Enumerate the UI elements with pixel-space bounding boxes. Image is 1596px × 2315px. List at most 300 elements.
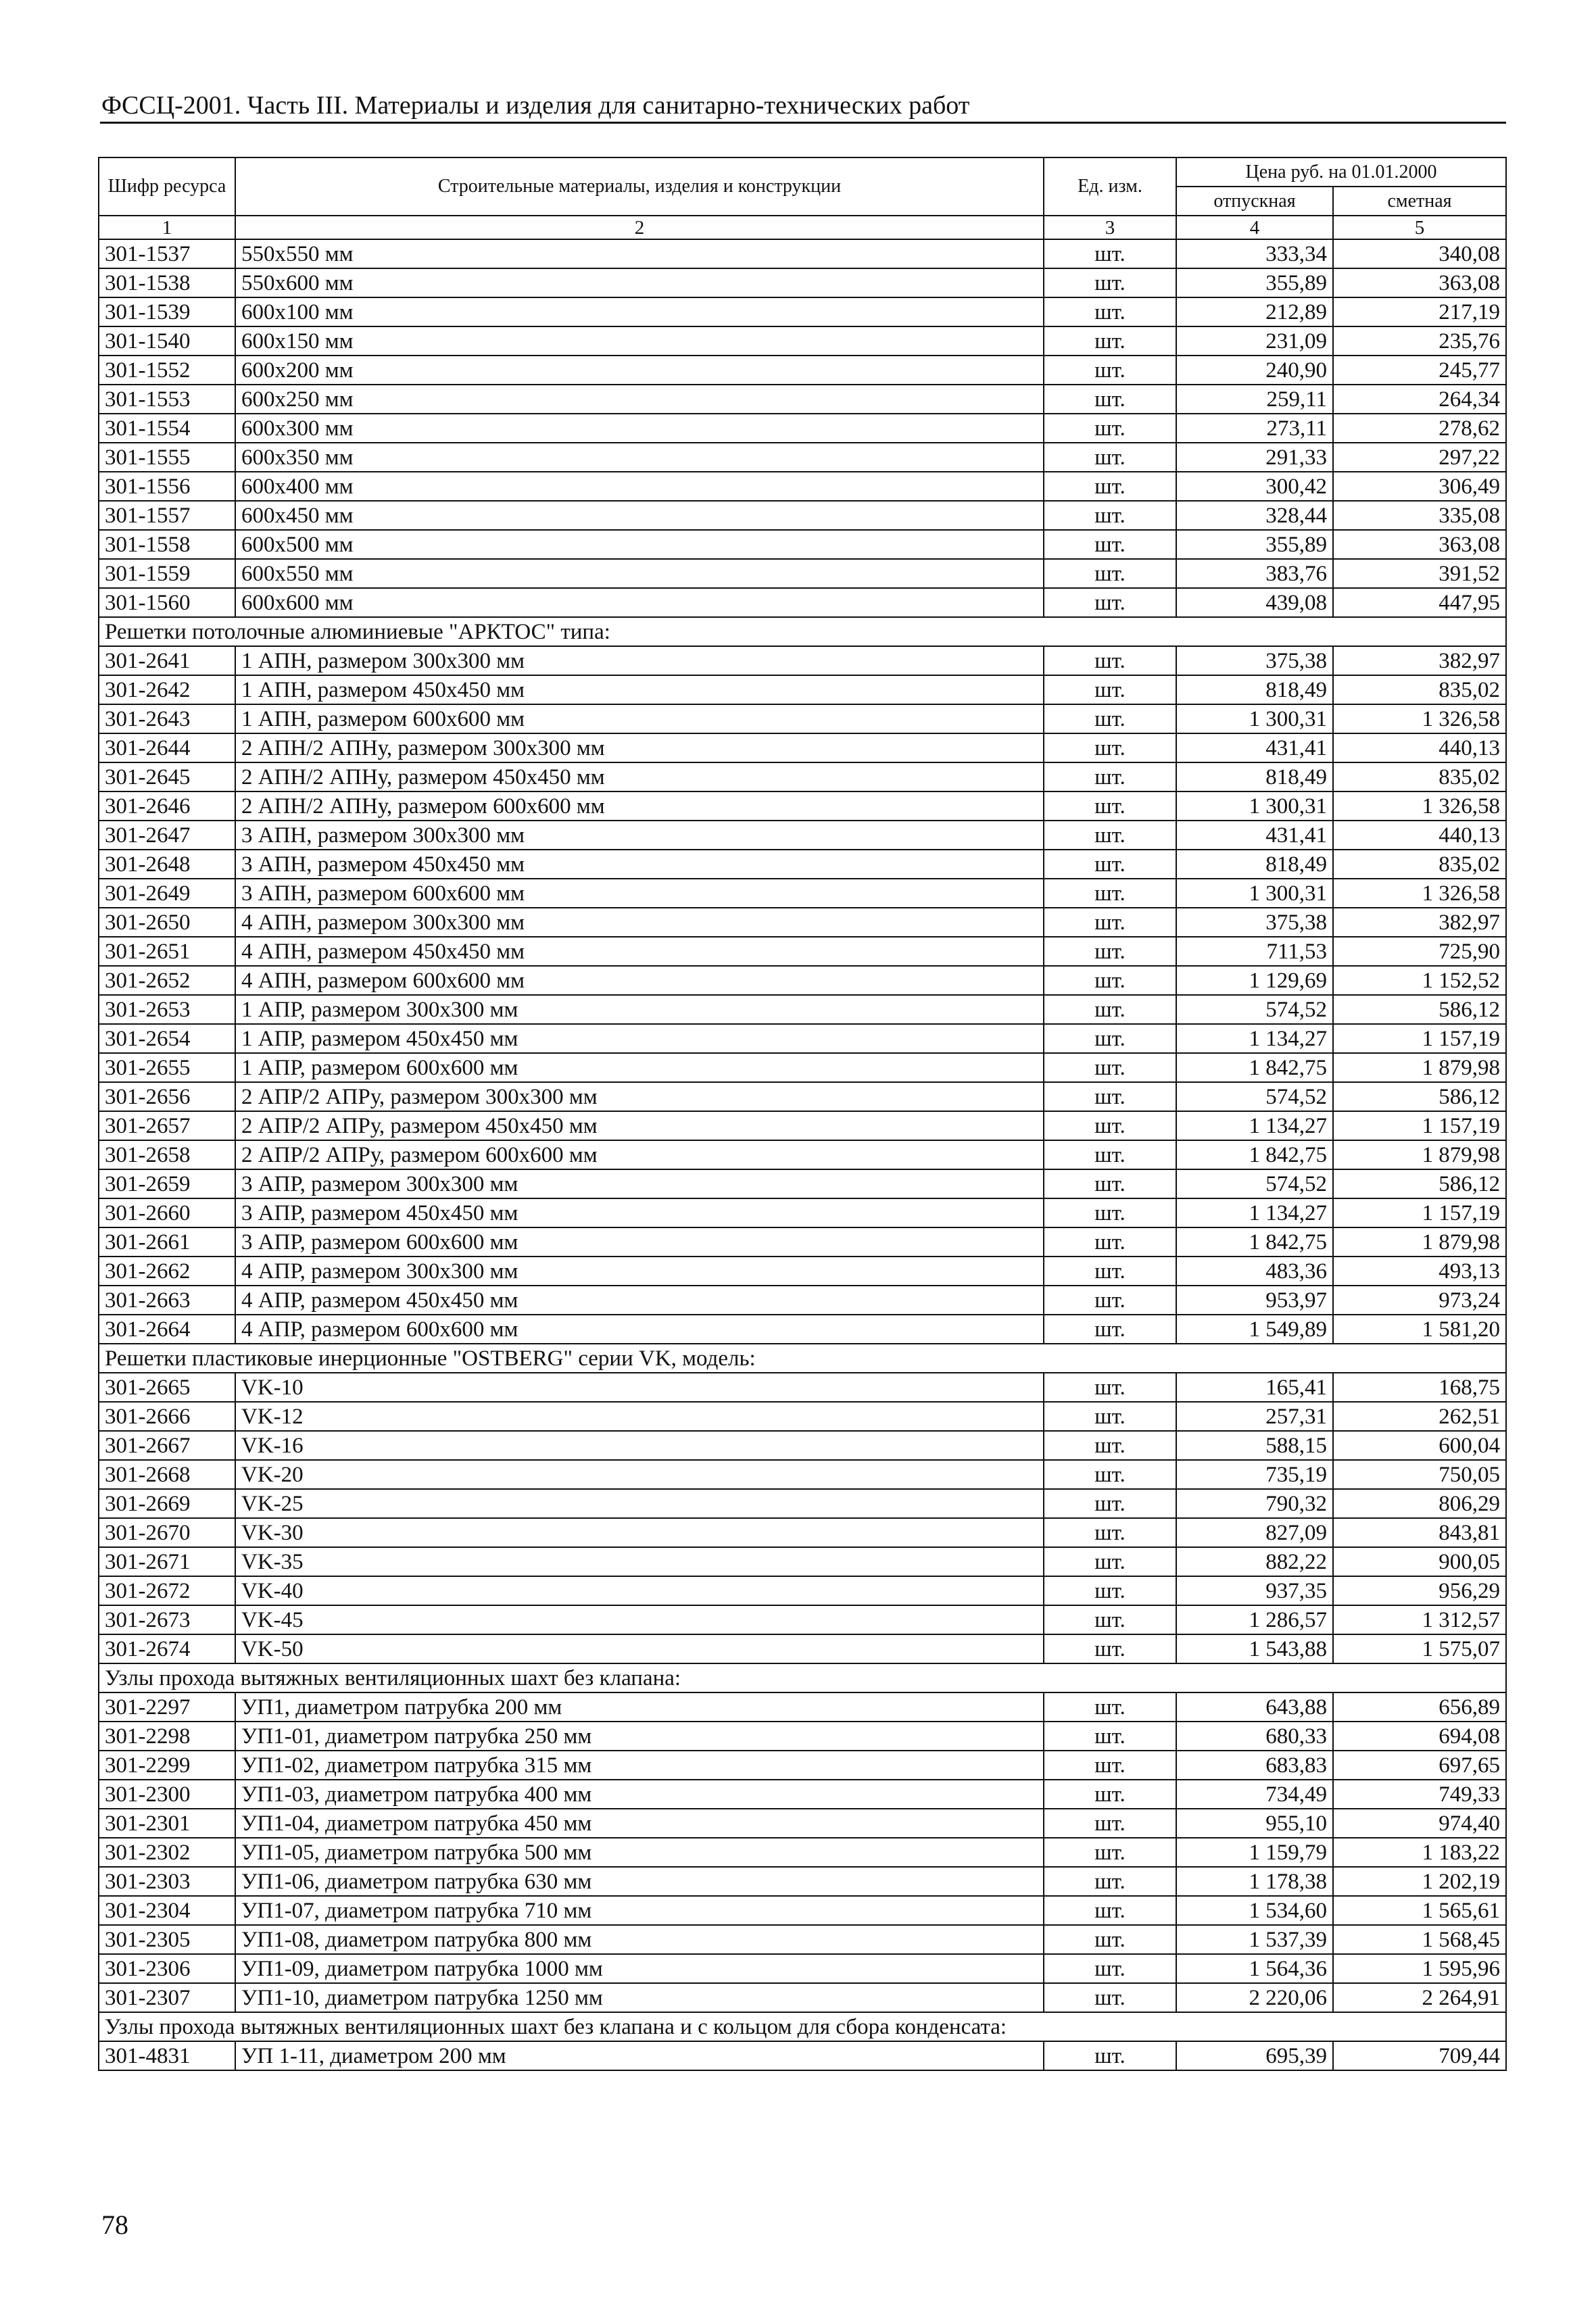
unit-cell: шт. bbox=[1044, 501, 1176, 530]
material-name-cell: 600x100 мм bbox=[235, 297, 1044, 326]
release-price-cell: 734,49 bbox=[1176, 1780, 1333, 1809]
unit-cell: шт. bbox=[1044, 1460, 1176, 1489]
release-price-cell: 375,38 bbox=[1176, 646, 1333, 675]
resource-code-cell: 301-2301 bbox=[99, 1809, 235, 1838]
unit-cell: шт. bbox=[1044, 1489, 1176, 1518]
release-price-cell: 574,52 bbox=[1176, 995, 1333, 1024]
release-price-cell: 818,49 bbox=[1176, 762, 1333, 791]
table-row bbox=[99, 326, 1506, 356]
table-row bbox=[99, 1867, 1506, 1896]
release-price-cell: 1 564,36 bbox=[1176, 1954, 1333, 1983]
release-price-cell: 1 534,60 bbox=[1176, 1896, 1333, 1925]
section-row bbox=[99, 1663, 1506, 1692]
release-price-cell: 291,33 bbox=[1176, 443, 1333, 472]
resource-code-cell: 301-1540 bbox=[99, 326, 235, 356]
table-row bbox=[99, 1605, 1506, 1634]
release-price-cell: 1 300,31 bbox=[1176, 704, 1333, 733]
release-price-cell: 1 537,39 bbox=[1176, 1925, 1333, 1954]
resource-code-cell: 301-2674 bbox=[99, 1634, 235, 1663]
table-row bbox=[99, 1838, 1506, 1867]
table-row bbox=[99, 1082, 1506, 1111]
unit-cell: шт. bbox=[1044, 646, 1176, 675]
estimate-price-cell: 835,02 bbox=[1333, 762, 1506, 791]
release-price-cell: 790,32 bbox=[1176, 1489, 1333, 1518]
estimate-price-cell: 1 157,19 bbox=[1333, 1198, 1506, 1227]
section-heading: Решетки пластиковые инерционные "OSTBERG" серии VK, модель: bbox=[99, 1344, 1506, 1373]
resource-code-cell: 301-2302 bbox=[99, 1838, 235, 1867]
estimate-price-cell: 1 157,19 bbox=[1333, 1111, 1506, 1140]
table-row bbox=[99, 1024, 1506, 1053]
material-name-cell: 4 АПН, размером 300x300 мм bbox=[235, 908, 1044, 937]
release-price-cell: 300,42 bbox=[1176, 472, 1333, 501]
estimate-price-cell: 340,08 bbox=[1333, 239, 1506, 268]
section-heading: Узлы прохода вытяжных вентиляционных шахт без клапана и с кольцом для сбора конденсата: bbox=[99, 2012, 1506, 2041]
resource-code-cell: 301-1554 bbox=[99, 414, 235, 443]
unit-cell: шт. bbox=[1044, 850, 1176, 879]
estimate-price-cell: 1 202,19 bbox=[1333, 1867, 1506, 1896]
section-row bbox=[99, 617, 1506, 646]
unit-cell: шт. bbox=[1044, 762, 1176, 791]
estimate-price-cell: 1 879,98 bbox=[1333, 1140, 1506, 1169]
resource-code-cell: 301-2647 bbox=[99, 821, 235, 850]
release-price-cell: 375,38 bbox=[1176, 908, 1333, 937]
material-name-cell: 1 АПР, размером 450x450 мм bbox=[235, 1024, 1044, 1053]
unit-cell: шт. bbox=[1044, 1634, 1176, 1663]
resource-code-cell: 301-2662 bbox=[99, 1257, 235, 1286]
table-row bbox=[99, 268, 1506, 297]
resource-code-cell: 301-2668 bbox=[99, 1460, 235, 1489]
unit-cell: шт. bbox=[1044, 1198, 1176, 1227]
release-price-cell: 355,89 bbox=[1176, 268, 1333, 297]
unit-cell: шт. bbox=[1044, 1111, 1176, 1140]
material-name-cell: 600x300 мм bbox=[235, 414, 1044, 443]
table-row bbox=[99, 1198, 1506, 1227]
release-price-cell: 588,15 bbox=[1176, 1431, 1333, 1460]
release-price-cell: 1 134,27 bbox=[1176, 1111, 1333, 1140]
material-name-cell: 1 АПР, размером 600x600 мм bbox=[235, 1053, 1044, 1082]
column-number: 2 bbox=[235, 216, 1044, 239]
material-name-cell: 3 АПН, размером 300x300 мм bbox=[235, 821, 1044, 850]
unit-cell: шт. bbox=[1044, 588, 1176, 617]
release-price-cell: 1 159,79 bbox=[1176, 1838, 1333, 1867]
unit-cell: шт. bbox=[1044, 472, 1176, 501]
material-name-cell: VK-10 bbox=[235, 1373, 1044, 1402]
header-price-release: отпускная bbox=[1176, 187, 1333, 216]
estimate-price-cell: 835,02 bbox=[1333, 675, 1506, 704]
release-price-cell: 1 178,38 bbox=[1176, 1867, 1333, 1896]
unit-cell: шт. bbox=[1044, 821, 1176, 850]
estimate-price-cell: 306,49 bbox=[1333, 472, 1506, 501]
table-row bbox=[99, 443, 1506, 472]
material-name-cell: 600x400 мм bbox=[235, 472, 1044, 501]
release-price-cell: 1 842,75 bbox=[1176, 1053, 1333, 1082]
release-price-cell: 695,39 bbox=[1176, 2041, 1333, 2070]
table-row bbox=[99, 1431, 1506, 1460]
resource-code-cell: 301-2653 bbox=[99, 995, 235, 1024]
resource-code-cell: 301-2642 bbox=[99, 675, 235, 704]
table-row bbox=[99, 937, 1506, 966]
estimate-price-cell: 1 326,58 bbox=[1333, 879, 1506, 908]
material-name-cell: 2 АПР/2 АПРу, размером 600x600 мм bbox=[235, 1140, 1044, 1169]
page-number: 78 bbox=[101, 2210, 128, 2240]
release-price-cell: 431,41 bbox=[1176, 733, 1333, 762]
unit-cell: шт. bbox=[1044, 1431, 1176, 1460]
table-row bbox=[99, 414, 1506, 443]
release-price-cell: 643,88 bbox=[1176, 1692, 1333, 1722]
material-name-cell: 3 АПН, размером 450x450 мм bbox=[235, 850, 1044, 879]
estimate-price-cell: 1 312,57 bbox=[1333, 1605, 1506, 1634]
material-name-cell: VK-35 bbox=[235, 1547, 1044, 1576]
resource-code-cell: 301-1556 bbox=[99, 472, 235, 501]
material-name-cell: 1 АПН, размером 300x300 мм bbox=[235, 646, 1044, 675]
header-price-estimate: сметная bbox=[1333, 187, 1506, 216]
resource-code-cell: 301-1558 bbox=[99, 530, 235, 559]
resource-code-cell: 301-1537 bbox=[99, 239, 235, 268]
resource-code-cell: 301-2659 bbox=[99, 1169, 235, 1198]
estimate-price-cell: 749,33 bbox=[1333, 1780, 1506, 1809]
estimate-price-cell: 264,34 bbox=[1333, 385, 1506, 414]
estimate-price-cell: 1 157,19 bbox=[1333, 1024, 1506, 1053]
material-name-cell: 600x500 мм bbox=[235, 530, 1044, 559]
unit-cell: шт. bbox=[1044, 1576, 1176, 1605]
estimate-price-cell: 709,44 bbox=[1333, 2041, 1506, 2070]
resource-code-cell: 301-2661 bbox=[99, 1227, 235, 1257]
unit-cell: шт. bbox=[1044, 733, 1176, 762]
release-price-cell: 683,83 bbox=[1176, 1751, 1333, 1780]
material-name-cell: 4 АПР, размером 450x450 мм bbox=[235, 1286, 1044, 1315]
release-price-cell: 574,52 bbox=[1176, 1169, 1333, 1198]
resource-code-cell: 301-2655 bbox=[99, 1053, 235, 1082]
estimate-price-cell: 363,08 bbox=[1333, 530, 1506, 559]
unit-cell: шт. bbox=[1044, 530, 1176, 559]
release-price-cell: 1 300,31 bbox=[1176, 791, 1333, 821]
material-name-cell: УП1-03, диаметром патрубка 400 мм bbox=[235, 1780, 1044, 1809]
material-name-cell: 3 АПР, размером 300x300 мм bbox=[235, 1169, 1044, 1198]
resource-code-cell: 301-1553 bbox=[99, 385, 235, 414]
resource-code-cell: 301-1538 bbox=[99, 268, 235, 297]
table-row bbox=[99, 1373, 1506, 1402]
material-name-cell: 4 АПН, размером 600x600 мм bbox=[235, 966, 1044, 995]
unit-cell: шт. bbox=[1044, 1954, 1176, 1983]
table-row bbox=[99, 1751, 1506, 1780]
unit-cell: шт. bbox=[1044, 1751, 1176, 1780]
table-row bbox=[99, 588, 1506, 617]
unit-cell: шт. bbox=[1044, 1983, 1176, 2012]
material-name-cell: VK-12 bbox=[235, 1402, 1044, 1431]
estimate-price-cell: 900,05 bbox=[1333, 1547, 1506, 1576]
table-row bbox=[99, 297, 1506, 326]
material-name-cell: УП 1-11, диаметром 200 мм bbox=[235, 2041, 1044, 2070]
release-price-cell: 1 134,27 bbox=[1176, 1198, 1333, 1227]
table-row bbox=[99, 1692, 1506, 1722]
unit-cell: шт. bbox=[1044, 1692, 1176, 1722]
resource-code-cell: 301-2658 bbox=[99, 1140, 235, 1169]
table-row bbox=[99, 1518, 1506, 1547]
table-row bbox=[99, 1983, 1506, 2012]
unit-cell: шт. bbox=[1044, 1227, 1176, 1257]
column-number: 1 bbox=[99, 216, 235, 239]
release-price-cell: 1 549,89 bbox=[1176, 1315, 1333, 1344]
estimate-price-cell: 1 595,96 bbox=[1333, 1954, 1506, 1983]
estimate-price-cell: 493,13 bbox=[1333, 1257, 1506, 1286]
material-name-cell: VK-45 bbox=[235, 1605, 1044, 1634]
table-row bbox=[99, 472, 1506, 501]
table-row bbox=[99, 1489, 1506, 1518]
header-name: Строительные материалы, изделия и конструкции bbox=[235, 157, 1044, 216]
unit-cell: шт. bbox=[1044, 1402, 1176, 1431]
estimate-price-cell: 1 575,07 bbox=[1333, 1634, 1506, 1663]
unit-cell: шт. bbox=[1044, 1547, 1176, 1576]
material-name-cell: УП1, диаметром патрубка 200 мм bbox=[235, 1692, 1044, 1722]
material-name-cell: 600x250 мм bbox=[235, 385, 1044, 414]
unit-cell: шт. bbox=[1044, 1780, 1176, 1809]
resource-code-cell: 301-2303 bbox=[99, 1867, 235, 1896]
unit-cell: шт. bbox=[1044, 1169, 1176, 1198]
table-row bbox=[99, 675, 1506, 704]
resource-code-cell: 301-2649 bbox=[99, 879, 235, 908]
unit-cell: шт. bbox=[1044, 268, 1176, 297]
material-name-cell: 600x200 мм bbox=[235, 356, 1044, 385]
estimate-price-cell: 382,97 bbox=[1333, 908, 1506, 937]
table-row bbox=[99, 1460, 1506, 1489]
estimate-price-cell: 278,62 bbox=[1333, 414, 1506, 443]
table-row bbox=[99, 501, 1506, 530]
resource-code-cell: 301-2305 bbox=[99, 1925, 235, 1954]
table-row bbox=[99, 1547, 1506, 1576]
resource-code-cell: 301-2643 bbox=[99, 704, 235, 733]
release-price-cell: 355,89 bbox=[1176, 530, 1333, 559]
resource-code-cell: 301-2652 bbox=[99, 966, 235, 995]
table-row bbox=[99, 733, 1506, 762]
unit-cell: шт. bbox=[1044, 1082, 1176, 1111]
estimate-price-cell: 391,52 bbox=[1333, 559, 1506, 588]
unit-cell: шт. bbox=[1044, 1605, 1176, 1634]
estimate-price-cell: 586,12 bbox=[1333, 1082, 1506, 1111]
estimate-price-cell: 1 326,58 bbox=[1333, 704, 1506, 733]
table-row bbox=[99, 1169, 1506, 1198]
resource-code-cell: 301-2641 bbox=[99, 646, 235, 675]
resource-code-cell: 301-2672 bbox=[99, 1576, 235, 1605]
table-row bbox=[99, 1286, 1506, 1315]
estimate-price-cell: 1 568,45 bbox=[1333, 1925, 1506, 1954]
table-row bbox=[99, 1896, 1506, 1925]
table-row bbox=[99, 1257, 1506, 1286]
material-name-cell: 600x450 мм bbox=[235, 501, 1044, 530]
release-price-cell: 735,19 bbox=[1176, 1460, 1333, 1489]
table-row bbox=[99, 821, 1506, 850]
release-price-cell: 711,53 bbox=[1176, 937, 1333, 966]
release-price-cell: 273,11 bbox=[1176, 414, 1333, 443]
material-name-cell: 3 АПН, размером 600x600 мм bbox=[235, 879, 1044, 908]
estimate-price-cell: 835,02 bbox=[1333, 850, 1506, 879]
resource-code-cell: 301-1557 bbox=[99, 501, 235, 530]
section-row bbox=[99, 1344, 1506, 1373]
unit-cell: шт. bbox=[1044, 414, 1176, 443]
resource-code-cell: 301-1559 bbox=[99, 559, 235, 588]
resource-code-cell: 301-2298 bbox=[99, 1722, 235, 1751]
material-name-cell: 2 АПН/2 АПНу, размером 450x450 мм bbox=[235, 762, 1044, 791]
table-row bbox=[99, 850, 1506, 879]
release-price-cell: 1 842,75 bbox=[1176, 1227, 1333, 1257]
release-price-cell: 383,76 bbox=[1176, 559, 1333, 588]
material-name-cell: УП1-07, диаметром патрубка 710 мм bbox=[235, 1896, 1044, 1925]
unit-cell: шт. bbox=[1044, 879, 1176, 908]
material-name-cell: УП1-06, диаметром патрубка 630 мм bbox=[235, 1867, 1044, 1896]
table-row bbox=[99, 995, 1506, 1024]
column-number: 4 bbox=[1176, 216, 1333, 239]
resource-code-cell: 301-2660 bbox=[99, 1198, 235, 1227]
material-name-cell: 600x550 мм bbox=[235, 559, 1044, 588]
unit-cell: шт. bbox=[1044, 1024, 1176, 1053]
release-price-cell: 1 543,88 bbox=[1176, 1634, 1333, 1663]
table-row bbox=[99, 1111, 1506, 1140]
estimate-price-cell: 586,12 bbox=[1333, 1169, 1506, 1198]
unit-cell: шт. bbox=[1044, 791, 1176, 821]
estimate-price-cell: 750,05 bbox=[1333, 1460, 1506, 1489]
estimate-price-cell: 297,22 bbox=[1333, 443, 1506, 472]
table-row bbox=[99, 704, 1506, 733]
section-heading: Узлы прохода вытяжных вентиляционных шахт без клапана: bbox=[99, 1663, 1506, 1692]
material-name-cell: 3 АПР, размером 450x450 мм bbox=[235, 1198, 1044, 1227]
material-name-cell: VK-20 bbox=[235, 1460, 1044, 1489]
header-unit: Ед. изм. bbox=[1044, 157, 1176, 216]
release-price-cell: 240,90 bbox=[1176, 356, 1333, 385]
estimate-price-cell: 974,40 bbox=[1333, 1809, 1506, 1838]
estimate-price-cell: 1 152,52 bbox=[1333, 966, 1506, 995]
column-number: 5 bbox=[1333, 216, 1506, 239]
estimate-price-cell: 168,75 bbox=[1333, 1373, 1506, 1402]
unit-cell: шт. bbox=[1044, 356, 1176, 385]
resource-code-cell: 301-2646 bbox=[99, 791, 235, 821]
release-price-cell: 1 842,75 bbox=[1176, 1140, 1333, 1169]
material-name-cell: VK-16 bbox=[235, 1431, 1044, 1460]
resource-code-cell: 301-2645 bbox=[99, 762, 235, 791]
estimate-price-cell: 656,89 bbox=[1333, 1692, 1506, 1722]
table-row bbox=[99, 1402, 1506, 1431]
estimate-price-cell: 262,51 bbox=[1333, 1402, 1506, 1431]
table-body bbox=[99, 239, 1506, 2070]
resource-code-cell: 301-2663 bbox=[99, 1286, 235, 1315]
material-name-cell: УП1-02, диаметром патрубка 315 мм bbox=[235, 1751, 1044, 1780]
table-row bbox=[99, 908, 1506, 937]
release-price-cell: 431,41 bbox=[1176, 821, 1333, 850]
header-code: Шифр ресурса bbox=[99, 157, 235, 216]
unit-cell: шт. bbox=[1044, 995, 1176, 1024]
release-price-cell: 333,34 bbox=[1176, 239, 1333, 268]
material-name-cell: 1 АПН, размером 600x600 мм bbox=[235, 704, 1044, 733]
unit-cell: шт. bbox=[1044, 326, 1176, 356]
resource-code-cell: 301-2670 bbox=[99, 1518, 235, 1547]
table-row bbox=[99, 1780, 1506, 1809]
estimate-price-cell: 956,29 bbox=[1333, 1576, 1506, 1605]
material-name-cell: 3 АПР, размером 600x600 мм bbox=[235, 1227, 1044, 1257]
header-rule bbox=[100, 122, 1506, 124]
estimate-price-cell: 2 264,91 bbox=[1333, 1983, 1506, 2012]
resource-code-cell: 301-1555 bbox=[99, 443, 235, 472]
table-row bbox=[99, 646, 1506, 675]
material-name-cell: 2 АПР/2 АПРу, размером 300x300 мм bbox=[235, 1082, 1044, 1111]
material-name-cell: 4 АПН, размером 450x450 мм bbox=[235, 937, 1044, 966]
unit-cell: шт. bbox=[1044, 559, 1176, 588]
table-row bbox=[99, 559, 1506, 588]
unit-cell: шт. bbox=[1044, 385, 1176, 414]
estimate-price-cell: 382,97 bbox=[1333, 646, 1506, 675]
unit-cell: шт. bbox=[1044, 2041, 1176, 2070]
material-name-cell: 1 АПР, размером 300x300 мм bbox=[235, 995, 1044, 1024]
table-row bbox=[99, 1140, 1506, 1169]
unit-cell: шт. bbox=[1044, 1838, 1176, 1867]
estimate-price-cell: 335,08 bbox=[1333, 501, 1506, 530]
estimate-price-cell: 843,81 bbox=[1333, 1518, 1506, 1547]
release-price-cell: 882,22 bbox=[1176, 1547, 1333, 1576]
resource-code-cell: 301-2299 bbox=[99, 1751, 235, 1780]
estimate-price-cell: 806,29 bbox=[1333, 1489, 1506, 1518]
material-name-cell: УП1-08, диаметром патрубка 800 мм bbox=[235, 1925, 1044, 1954]
unit-cell: шт. bbox=[1044, 443, 1176, 472]
release-price-cell: 818,49 bbox=[1176, 850, 1333, 879]
table-row bbox=[99, 1576, 1506, 1605]
resource-code-cell: 301-2654 bbox=[99, 1024, 235, 1053]
resource-code-cell: 301-2657 bbox=[99, 1111, 235, 1140]
release-price-cell: 212,89 bbox=[1176, 297, 1333, 326]
resource-code-cell: 301-2650 bbox=[99, 908, 235, 937]
price-table bbox=[98, 157, 1507, 2071]
resource-code-cell: 301-2665 bbox=[99, 1373, 235, 1402]
table-row bbox=[99, 2041, 1506, 2070]
material-name-cell: 2 АПН/2 АПНу, размером 300x300 мм bbox=[235, 733, 1044, 762]
table-row bbox=[99, 385, 1506, 414]
unit-cell: шт. bbox=[1044, 1809, 1176, 1838]
resource-code-cell: 301-2664 bbox=[99, 1315, 235, 1344]
release-price-cell: 165,41 bbox=[1176, 1373, 1333, 1402]
material-name-cell: 550x550 мм bbox=[235, 239, 1044, 268]
release-price-cell: 1 134,27 bbox=[1176, 1024, 1333, 1053]
material-name-cell: УП1-05, диаметром патрубка 500 мм bbox=[235, 1838, 1044, 1867]
material-name-cell: VK-25 bbox=[235, 1489, 1044, 1518]
estimate-price-cell: 217,19 bbox=[1333, 297, 1506, 326]
release-price-cell: 1 129,69 bbox=[1176, 966, 1333, 995]
material-name-cell: УП1-10, диаметром патрубка 1250 мм bbox=[235, 1983, 1044, 2012]
resource-code-cell: 301-2671 bbox=[99, 1547, 235, 1576]
material-name-cell: УП1-01, диаметром патрубка 250 мм bbox=[235, 1722, 1044, 1751]
table-row bbox=[99, 966, 1506, 995]
unit-cell: шт. bbox=[1044, 239, 1176, 268]
estimate-price-cell: 694,08 bbox=[1333, 1722, 1506, 1751]
material-name-cell: VK-30 bbox=[235, 1518, 1044, 1547]
material-name-cell: 1 АПН, размером 450x450 мм bbox=[235, 675, 1044, 704]
section-row bbox=[99, 2012, 1506, 2041]
material-name-cell: 550x600 мм bbox=[235, 268, 1044, 297]
resource-code-cell: 301-1560 bbox=[99, 588, 235, 617]
estimate-price-cell: 447,95 bbox=[1333, 588, 1506, 617]
table-row bbox=[99, 1053, 1506, 1082]
resource-code-cell: 301-4831 bbox=[99, 2041, 235, 2070]
resource-code-cell: 301-2648 bbox=[99, 850, 235, 879]
table-row bbox=[99, 791, 1506, 821]
release-price-cell: 955,10 bbox=[1176, 1809, 1333, 1838]
estimate-price-cell: 440,13 bbox=[1333, 733, 1506, 762]
resource-code-cell: 301-2644 bbox=[99, 733, 235, 762]
table-row bbox=[99, 239, 1506, 268]
resource-code-cell: 301-2297 bbox=[99, 1692, 235, 1722]
resource-code-cell: 301-2306 bbox=[99, 1954, 235, 1983]
section-heading: Решетки потолочные алюминиевые "АРКТОС" типа: bbox=[99, 617, 1506, 646]
table-row bbox=[99, 1954, 1506, 1983]
estimate-price-cell: 1 183,22 bbox=[1333, 1838, 1506, 1867]
material-name-cell: 600x150 мм bbox=[235, 326, 1044, 356]
unit-cell: шт. bbox=[1044, 1722, 1176, 1751]
unit-cell: шт. bbox=[1044, 1286, 1176, 1315]
